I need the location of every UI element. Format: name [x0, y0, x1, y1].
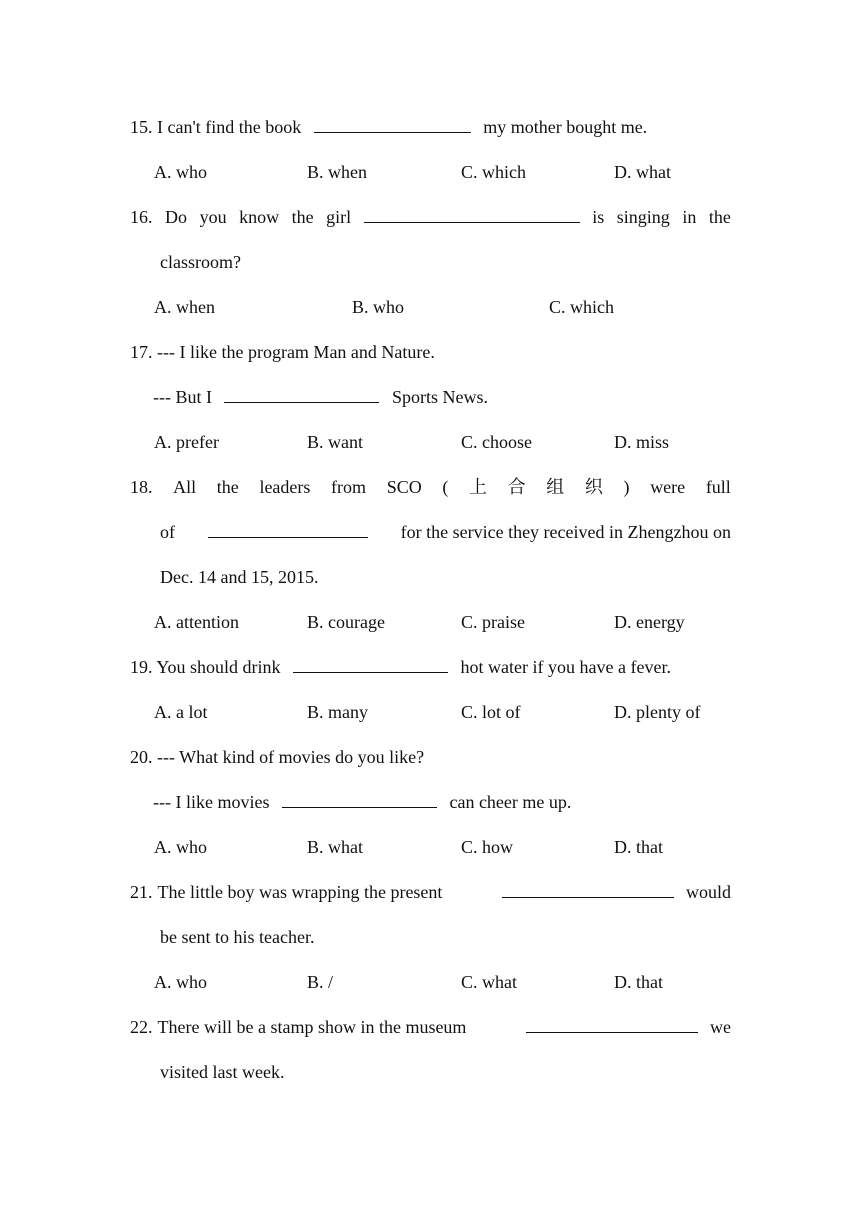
option-d[interactable]: D. plenty of [614, 702, 701, 722]
option-c[interactable]: C. how [461, 837, 514, 857]
answer-blank[interactable] [502, 879, 674, 898]
question-19 [130, 654, 671, 680]
question-text: --- I like the program Man and Nature. [157, 342, 435, 362]
question-text: I can't find the book [157, 117, 302, 137]
question-continuation: classroom? [160, 252, 241, 272]
option-c[interactable]: C. which [549, 297, 614, 317]
question-16 [130, 204, 731, 230]
option-b[interactable]: B. courage [307, 612, 385, 632]
word: know [239, 207, 280, 227]
question-text: for the service they received in Zhengzhou on [400, 522, 731, 542]
option-b[interactable]: B. want [307, 432, 363, 452]
question-text: would [686, 882, 731, 902]
question-18-cont [160, 519, 731, 545]
word: singing [616, 207, 670, 227]
question-continuation: visited last week. [160, 1062, 285, 1082]
answer-blank[interactable] [208, 519, 368, 538]
option-d[interactable]: D. energy [614, 612, 685, 632]
option-a[interactable]: A. a lot [154, 702, 208, 722]
question-text: There will be a stamp show in the museum [157, 1017, 467, 1037]
question-text: --- I like movies [153, 792, 270, 812]
question-20 [130, 744, 424, 770]
word: were [650, 477, 686, 497]
question-number: 20. [130, 747, 153, 767]
question-text: You should drink [156, 657, 281, 677]
word: from [331, 477, 367, 497]
word: girl [326, 207, 352, 227]
question-17-reply [153, 384, 488, 410]
word: 合 [507, 477, 526, 497]
word: the [216, 477, 239, 497]
answer-blank[interactable] [282, 789, 437, 808]
option-c[interactable]: C. which [461, 162, 526, 182]
question-number: 19. [130, 657, 153, 677]
option-b[interactable]: B. when [307, 162, 367, 182]
question-21 [130, 879, 731, 905]
word: ( [442, 477, 449, 497]
question-text: The little boy was wrapping the present [157, 882, 443, 902]
word: 组 [546, 477, 565, 497]
option-a[interactable]: A. when [154, 297, 215, 317]
question-text: we [710, 1017, 731, 1037]
option-d[interactable]: D. miss [614, 432, 670, 452]
word: 织 [584, 477, 603, 497]
word: leaders [259, 477, 311, 497]
question-text: --- But I [153, 387, 212, 407]
word: ) [623, 477, 630, 497]
question-text: can cheer me up. [449, 792, 572, 812]
question-text: --- What kind of movies do you like? [157, 747, 425, 767]
word: SCO [386, 477, 422, 497]
answer-blank[interactable] [364, 204, 580, 223]
answer-blank[interactable] [293, 654, 448, 673]
word: in [682, 207, 697, 227]
option-c[interactable]: C. what [461, 972, 517, 992]
option-a[interactable]: A. who [154, 837, 207, 857]
option-c[interactable]: C. lot of [461, 702, 521, 722]
question-18 [130, 474, 731, 500]
question-number: 15. [130, 117, 153, 137]
question-number: 17. [130, 342, 153, 362]
question-15 [130, 114, 647, 140]
option-c[interactable]: C. praise [461, 612, 525, 632]
word: 上 [468, 477, 487, 497]
answer-blank[interactable] [314, 114, 471, 133]
word: the [708, 207, 731, 227]
question-text: of [160, 522, 175, 542]
option-b[interactable]: B. many [307, 702, 368, 722]
question-number: 22. [130, 1017, 153, 1037]
question-text: Sports News. [391, 387, 488, 407]
question-17 [130, 339, 435, 365]
word: full [705, 477, 731, 497]
option-b[interactable]: B. what [307, 837, 363, 857]
question-continuation: Dec. 14 and 15, 2015. [160, 567, 319, 587]
answer-blank[interactable] [224, 384, 379, 403]
word: Do [165, 207, 188, 227]
question-text: hot water if you have a fever. [460, 657, 671, 677]
option-a[interactable]: A. prefer [154, 432, 219, 452]
option-d[interactable]: D. that [614, 972, 663, 992]
option-b[interactable]: B. / [307, 972, 334, 992]
option-d[interactable]: D. that [614, 837, 663, 857]
question-number: 16. [130, 207, 153, 227]
option-d[interactable]: D. what [614, 162, 671, 182]
word: you [199, 207, 227, 227]
option-a[interactable]: A. who [154, 972, 207, 992]
question-continuation: be sent to his teacher. [160, 927, 315, 947]
word: is [592, 207, 605, 227]
answer-blank[interactable] [526, 1014, 698, 1033]
question-22 [130, 1014, 731, 1040]
question-number: 21. [130, 882, 153, 902]
option-c[interactable]: C. choose [461, 432, 532, 452]
question-number: 18. [130, 477, 153, 497]
option-a[interactable]: A. who [154, 162, 207, 182]
question-20-reply [153, 789, 571, 815]
option-a[interactable]: A. attention [154, 612, 239, 632]
option-b[interactable]: B. who [352, 297, 405, 317]
word: the [291, 207, 314, 227]
question-text: my mother bought me. [483, 117, 648, 137]
word: All [173, 477, 197, 497]
